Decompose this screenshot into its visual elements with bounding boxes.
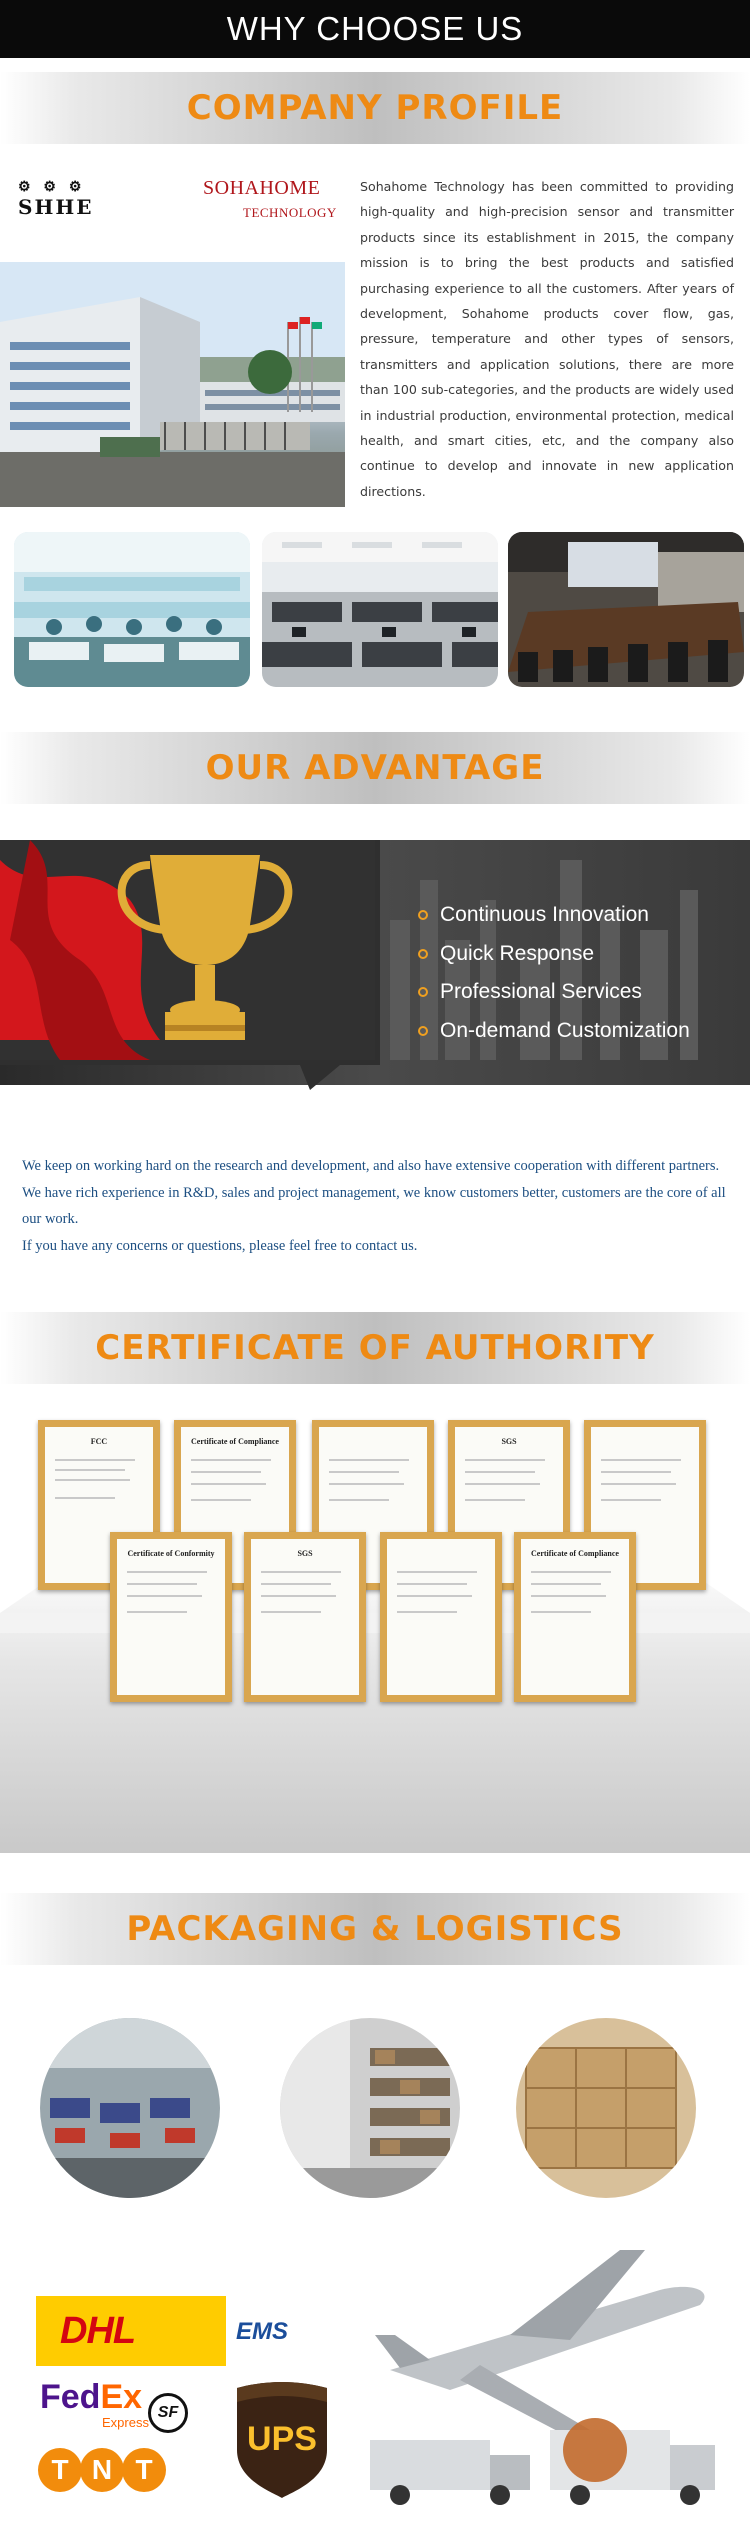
- section-title-packaging: PACKAGING & LOGISTICS: [126, 1909, 624, 1949]
- advantage-item: [414, 896, 690, 935]
- factory-photo-production: [14, 532, 250, 687]
- certificate-title: SGS: [297, 1549, 313, 1558]
- advantage-label: Professional Services: [440, 980, 642, 1003]
- company-description: Sohahome Technology has been committed to providing high-quality and high-precision sensor and transmitter products since its establishment in 2015, the company mission is to bring the best products and satisfied purchasing experience to all the customers. After years of development, Sohahome products cover flow, gas, pressure, temperature and other types of sensors, transmitters and application solutions, there are more than 100 sub-categories, and the products are widely used in industrial production, environmental protection, medical health, and smart cities, etc, and the company also continue to develop and innovate in new application directions.: [360, 179, 734, 499]
- advantage-label: Continuous Innovation: [440, 903, 649, 926]
- tnt-letter: N: [80, 2448, 124, 2492]
- certificate-frame: [244, 1532, 366, 1702]
- page-title: WHY CHOOSE US: [226, 10, 524, 47]
- building-photo: [0, 262, 345, 507]
- advantage-label: On-demand Customization: [440, 1018, 690, 1042]
- logistics-illustration: [360, 2250, 740, 2520]
- advantage-item: [414, 973, 690, 1012]
- advantage-paragraph: If you have any concerns or questions, please feel free to contact us.: [22, 1237, 418, 1254]
- bullet-circle-icon: [418, 987, 428, 997]
- factory-photo-meeting-room: [508, 532, 744, 687]
- logo-glyph-icon: ⚙ ⚙ ⚙: [18, 179, 86, 195]
- certificate-title: FCC: [90, 1437, 108, 1446]
- ems-logo: EMS: [236, 2318, 289, 2345]
- ups-text: UPS: [247, 2420, 317, 2458]
- packaging-photo-workshop: [40, 2018, 220, 2198]
- tnt-logo: [38, 2448, 168, 2504]
- certificate-title: Certificate of Conformity: [127, 1549, 215, 1558]
- certificate-frame: [514, 1532, 636, 1702]
- advantage-item: [414, 1012, 690, 1051]
- section-title-certificate: CERTIFICATE OF AUTHORITY: [95, 1328, 655, 1368]
- certificate-title: SGS: [501, 1437, 517, 1446]
- certificate-frame: [380, 1532, 502, 1702]
- ups-logo: [232, 2380, 332, 2498]
- advantage-list: [414, 896, 690, 1050]
- section-title-advantage: OUR ADVANTAGE: [205, 748, 545, 788]
- section-banner-profile: [0, 72, 750, 144]
- advantage-label: Quick Response: [440, 941, 595, 965]
- factory-photo-row: [0, 532, 750, 692]
- logo-mark: [18, 179, 93, 219]
- company-logo: [18, 175, 348, 235]
- section-banner-packaging: [0, 1893, 750, 1965]
- certificate-frame: [110, 1532, 232, 1702]
- sf-logo: SF: [148, 2393, 188, 2433]
- advantage-item: [414, 935, 690, 974]
- packaging-photo-warehouse: [280, 2018, 460, 2198]
- fedex-logo: [40, 2378, 142, 2417]
- bullet-circle-icon: [418, 949, 428, 959]
- fedex-ex-text: Ex: [100, 2378, 143, 2416]
- certificate-title: Certificate of Compliance: [191, 1437, 279, 1446]
- company-sub: TECHNOLOGY: [243, 205, 337, 220]
- factory-photo-office: [262, 532, 498, 687]
- section-banner-advantage: [0, 732, 750, 804]
- advantage-description: [22, 1153, 742, 1259]
- advantage-paragraph: We keep on working hard on the research and development, and also have extensive cooperation with different partners.: [22, 1158, 720, 1174]
- certificate-title: Certificate of Compliance: [531, 1549, 619, 1558]
- logo-mark-text: SHHE: [18, 195, 94, 219]
- dhl-logo: [36, 2296, 226, 2366]
- section-title-profile: COMPANY PROFILE: [186, 88, 564, 128]
- section-banner-certificate: [0, 1312, 750, 1384]
- fedex-fed-text: Fed: [40, 2378, 101, 2416]
- bullet-circle-icon: [418, 910, 428, 920]
- tnt-letter: T: [38, 2448, 82, 2492]
- advantage-paragraph: We have rich experience in R&D, sales and project management, we know customers better, customers are the core of all our work.: [22, 1184, 726, 1227]
- dhl-text: DHL: [60, 2310, 136, 2352]
- packaging-photo-boxes: [516, 2018, 696, 2198]
- top-title-bar: [0, 0, 750, 58]
- tnt-letter: T: [122, 2448, 166, 2492]
- bullet-circle-icon: [418, 1026, 428, 1036]
- fedex-express-text: Express: [102, 2415, 149, 2430]
- company-name: SOHAHOME: [203, 177, 321, 199]
